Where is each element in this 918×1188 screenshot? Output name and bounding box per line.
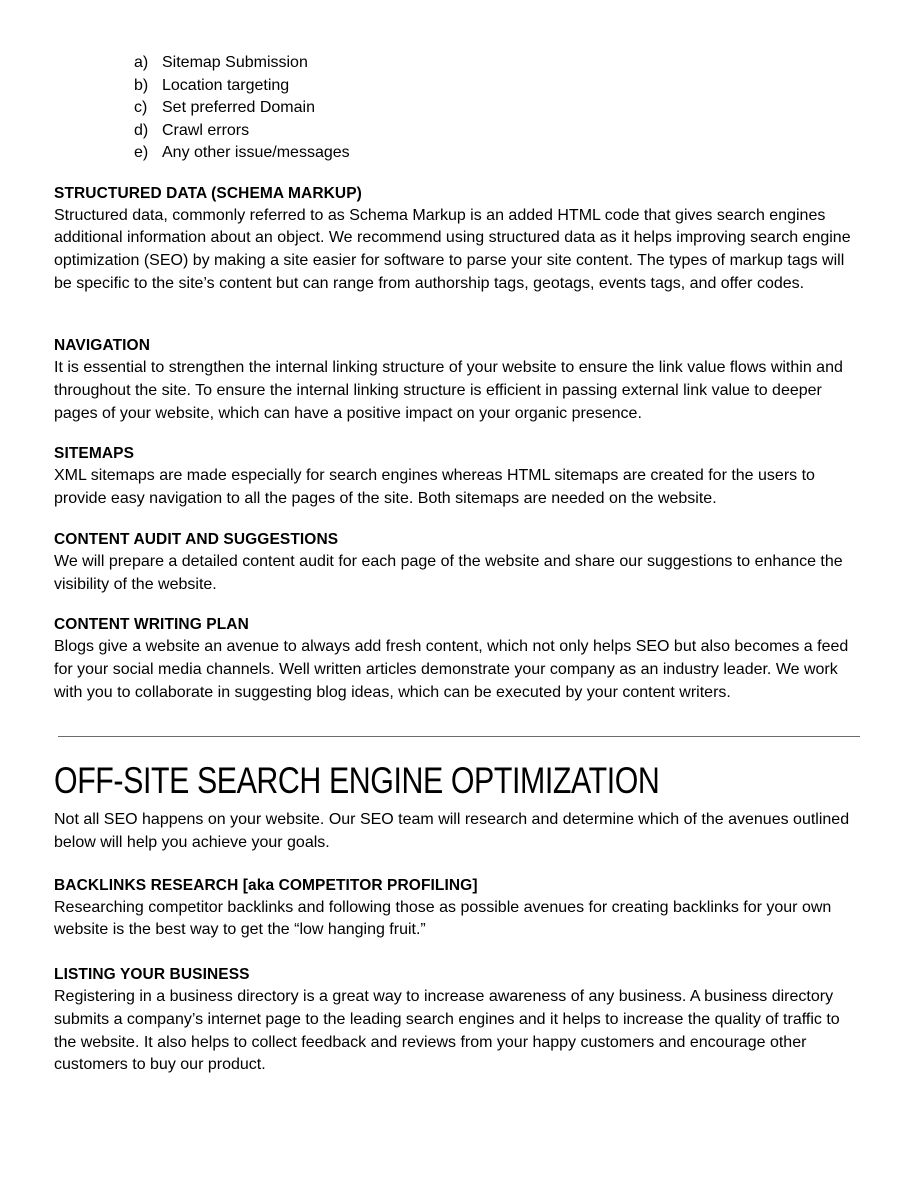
list-marker: b) bbox=[134, 76, 149, 94]
section-body: It is essential to strengthen the internal linking structure of your website to ensure the link value flows within and throughout the site. To ensure the internal linking structure is efficient in passing external link value to deeper pages of your website, which can have a positive impact on your organic presence. bbox=[54, 359, 843, 422]
section-heading: BACKLINKS RESEARCH [aka COMPETITOR PROFILING] bbox=[54, 876, 478, 894]
sitemaps-section bbox=[54, 443, 864, 510]
navigation-section bbox=[54, 335, 864, 425]
settings-list bbox=[134, 52, 864, 165]
list-marker: c) bbox=[134, 99, 148, 116]
backlinks-section bbox=[54, 875, 864, 942]
list-item-label: Any other issue/messages bbox=[162, 144, 350, 161]
section-divider bbox=[58, 736, 860, 737]
listing-section bbox=[54, 964, 864, 1077]
section-heading: NAVIGATION bbox=[54, 337, 151, 355]
list-item-label: Location targeting bbox=[162, 76, 290, 94]
section-body: Researching competitor backlinks and following those as possible avenues for creating backlinks for your own website is the best way to get the “low hanging fruit.” bbox=[54, 898, 832, 939]
section-body: Blogs give a website an avenue to always add fresh content, which not only helps SEO but also becomes a feed for your social media channels. Well written articles demonstrate your company as an industry leader. We work with you to collaborate in suggesting blog ideas, which can be executed by your content writers. bbox=[54, 638, 849, 701]
list-item-label: Crawl errors bbox=[162, 121, 250, 139]
list-item-label: Sitemap Submission bbox=[162, 54, 308, 71]
section-body: Structured data, commonly referred to as Schema Markup is an added HTML code that gives search engines additional information about an object. We recommend using structured data as it helps improving search engine optimization (SEO) by making a site easier for software to parse your site content. The types of markup tags will be specific to the site’s content but can range from authorship tags, geotags, events tags, and offer codes. bbox=[54, 206, 851, 292]
list-item bbox=[134, 120, 864, 143]
list-item bbox=[134, 52, 864, 75]
section-heading: STRUCTURED DATA (SCHEMA MARKUP) bbox=[54, 184, 362, 202]
offsite-title: OFF-SITE SEARCH ENGINE OPTIMIZATION bbox=[54, 760, 660, 802]
section-body: Registering in a business directory is a great way to increase awareness of any business. A business directory submits a company’s internet page to the leading search engines and it helps to increase the quality of traffic to the website. It also helps to collect feedback and reviews from your happy customers and encourage other customers to buy our product. bbox=[54, 988, 840, 1074]
list-item bbox=[134, 142, 864, 165]
section-body: XML sitemaps are made especially for search engines whereas HTML sitemaps are created for the users to provide easy navigation to all the pages of the site. Both sitemaps are needed on the website. bbox=[54, 467, 815, 508]
section-body: We will prepare a detailed content audit for each page of the website and share our suggestions to enhance the visibility of the website. bbox=[54, 552, 843, 593]
section-heading: CONTENT WRITING PLAN bbox=[54, 616, 249, 634]
list-item-label: Set preferred Domain bbox=[162, 99, 315, 116]
list-marker: e) bbox=[134, 144, 149, 161]
structured-data-section bbox=[54, 183, 864, 296]
section-heading: CONTENT AUDIT AND SUGGESTIONS bbox=[54, 530, 339, 548]
section-heading: LISTING YOUR BUSINESS bbox=[54, 966, 250, 984]
content-writing-section bbox=[54, 614, 864, 704]
list-item bbox=[134, 97, 864, 120]
list-marker: a) bbox=[134, 54, 149, 71]
list-item bbox=[134, 75, 864, 98]
offsite-intro: Not all SEO happens on your website. Our SEO team will research and determine which of the avenues outlined below will help you achieve your goals. bbox=[54, 811, 850, 852]
document-page bbox=[54, 52, 864, 1077]
content-audit-section bbox=[54, 529, 864, 596]
list-marker: d) bbox=[134, 121, 149, 139]
section-heading: SITEMAPS bbox=[54, 445, 135, 463]
